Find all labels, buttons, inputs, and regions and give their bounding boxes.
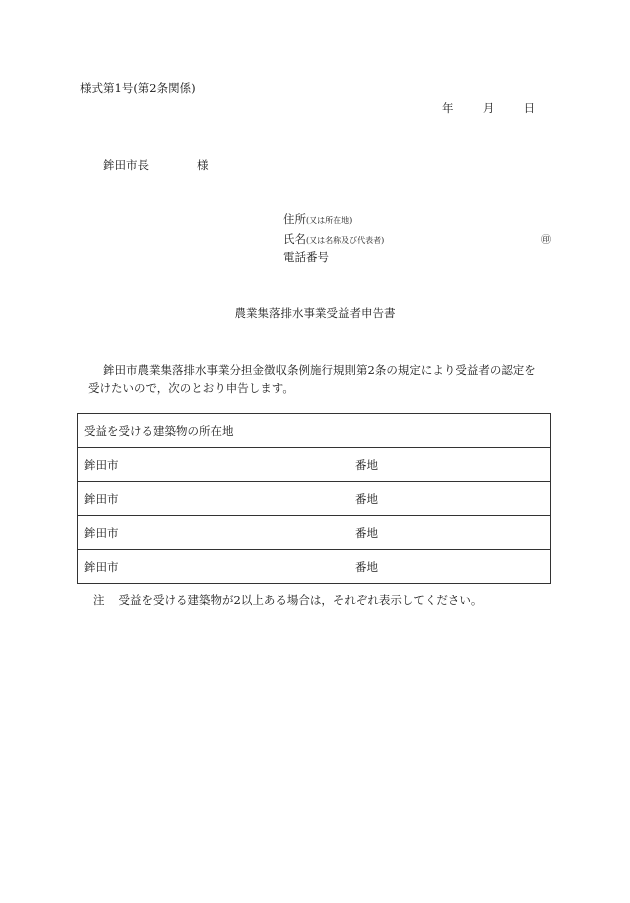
city-cell: 鉾田市 — [78, 448, 350, 482]
table-row — [78, 482, 551, 516]
date-year: 年 — [442, 101, 454, 115]
body-line-1: 鉾田市農業集落排水事業分担金徴収条例施行規則第2条の規定により受益者の認定を — [103, 363, 536, 377]
name-label: 氏名 — [283, 232, 306, 246]
body-line-2: 受けたいので，次のとおり申告します。 — [88, 381, 294, 395]
name-note: (又は名称及び代表者) — [306, 236, 385, 245]
address-note: (又は所在地) — [306, 216, 353, 225]
city-cell: 鉾田市 — [78, 516, 350, 550]
note-label: 注 — [93, 593, 105, 607]
address-label: 住所 — [283, 212, 306, 226]
document-title: 農業集落排水事業受益者申告書 — [234, 306, 396, 320]
banchi-cell: 番地 — [349, 550, 551, 584]
form-number: 様式第1号(第2条関係) — [80, 81, 196, 95]
location-table — [77, 413, 551, 584]
table-row — [78, 448, 551, 482]
banchi-cell: 番地 — [349, 448, 551, 482]
table-header: 受益を受ける建築物の所在地 — [84, 423, 234, 438]
applicant-address-row — [283, 211, 352, 227]
table-row — [78, 550, 551, 584]
body-paragraph — [88, 361, 558, 397]
note-text: 受益を受ける建築物が2以上ある場合は，それぞれ表示してください。 — [118, 593, 483, 607]
phone-label: 電話番号 — [283, 250, 329, 264]
date-day: 日 — [523, 101, 536, 115]
city-cell: 鉾田市 — [78, 550, 350, 584]
city-cell: 鉾田市 — [78, 482, 350, 516]
date-line — [442, 100, 535, 116]
addressee — [103, 157, 209, 173]
addressee-name: 鉾田市長 — [103, 158, 149, 172]
table-header-row — [78, 414, 551, 448]
banchi-cell: 番地 — [349, 482, 551, 516]
date-month: 月 — [482, 101, 495, 115]
banchi-cell: 番地 — [349, 516, 551, 550]
seal-mark: ㊞ — [541, 235, 551, 246]
footnote — [93, 592, 482, 608]
table-row — [78, 516, 551, 550]
addressee-honorific: 様 — [197, 158, 209, 172]
applicant-name-row — [283, 231, 384, 247]
